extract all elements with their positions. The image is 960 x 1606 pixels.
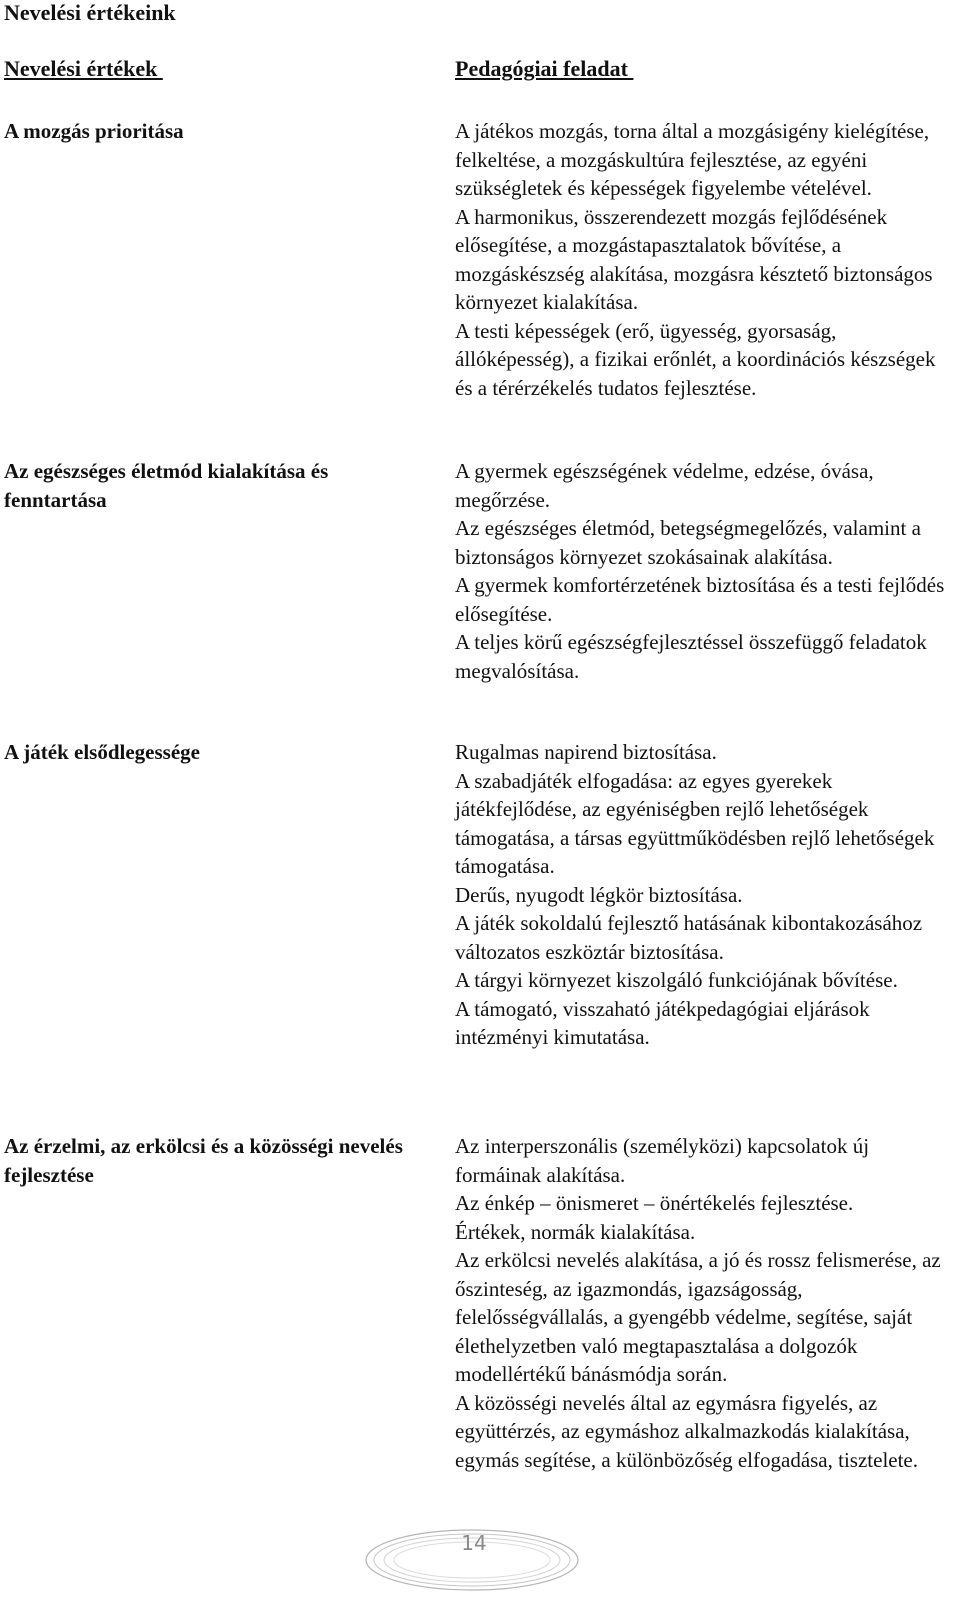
column-header-values: Nevelési értékek [4,56,163,81]
column-header-tasks: Pedagógiai feladat [455,56,634,81]
value-movement-priority: A mozgás prioritása [4,119,184,143]
tasks-play-primacy [455,738,955,1052]
task-paragraph: A közösségi nevelés által az egymásra figyelés, az együttérzés, az egymáshoz alkalmazkodás kialakítása, egymás segítése, a különbözőség elfogadása, tisztelete. [455,1390,919,1472]
task-paragraph: A harmonikus, összerendezett mozgás fejlődésének elősegítése, a mozgástapasztalatok bővítése, a mozgáskészség alakítása, mozgásra késztető biztonságos környezet kialakítása. [455,204,933,314]
tasks-emotional-moral-community [455,1132,955,1474]
task-paragraph: Az erkölcsi nevelés alakítása, a jó és rossz felismerése, az őszinteség, az igazmondás, igazságosság, felelősségvállalás, a gyengébb védelme, segítése, saját élethelyzetben való megtapasztalása a dolgozók modellértékű bánásmódja során. [455,1248,941,1386]
task-paragraph: A tárgyi környezet kiszolgáló funkciójának bővítése. [455,968,898,992]
task-paragraph: Értékek, normák kialakítása. [455,1219,696,1244]
tasks-healthy-lifestyle [455,457,955,685]
task-paragraph: Rugalmas napirend biztosítása. [455,740,717,764]
task-paragraph: A játék sokoldalú fejlesztő hatásának kibontakozásához változatos eszköztár biztosítása. [455,911,923,964]
task-paragraph: Derűs, nyugodt légkör biztosítása. [455,882,743,907]
task-paragraph: A szabadjáték elfogadása: az egyes gyerekek játékfejlődése, az egyéniségben rejlő lehetőségek támogatása, a társas együttműködésben rejlő lehetőségek támogatása. [455,768,935,878]
task-paragraph: A testi képességek (erő, ügyesség, gyorsaság, állóképesség), a fizikai erőnlét, a koordinációs készségek és a térérzékelés tudatos fejlesztése. [455,318,936,400]
page-number: 14 [461,1531,487,1555]
task-paragraph: A gyermek egészségének védelme, edzése, óvása, megőrzése. [455,459,874,512]
value-play-primacy: A játék elsődlegessége [4,740,200,764]
page-heading: Nevelési értékeink [4,0,176,25]
value-healthy-lifestyle: Az egészséges életmód kialakítása és fenntartása [4,459,329,512]
task-paragraph: A gyermek komfortérzetének biztosítása és a testi fejlődés elősegítése. [455,573,945,626]
tasks-movement-priority [455,117,955,402]
task-paragraph: A támogató, visszaható játékpedagógiai eljárások intézményi kimutatása. [455,996,870,1049]
task-paragraph: A teljes körű egészségfejlesztéssel összefüggő feladatok megvalósítása. [455,630,927,683]
task-paragraph: A játékos mozgás, torna által a mozgásigény kielégítése, felkeltése, a mozgáskultúra fejlesztése, az egyéni szükségletek és képességek figyelembe vételével. [455,119,930,200]
value-emotional-moral-community: Az érzelmi, az erkölcsi és a közösségi nevelés fejlesztése [4,1134,403,1187]
task-paragraph: Az énkép – önismeret – önértékelés fejlesztése. [455,1191,854,1215]
task-paragraph: Az interperszonális (személyközi) kapcsolatok új formáinak alakítása. [455,1134,870,1187]
task-paragraph: Az egészséges életmód, betegségmegelőzés, valamint a biztonságos környezet szokásainak alakítása. [455,516,921,569]
